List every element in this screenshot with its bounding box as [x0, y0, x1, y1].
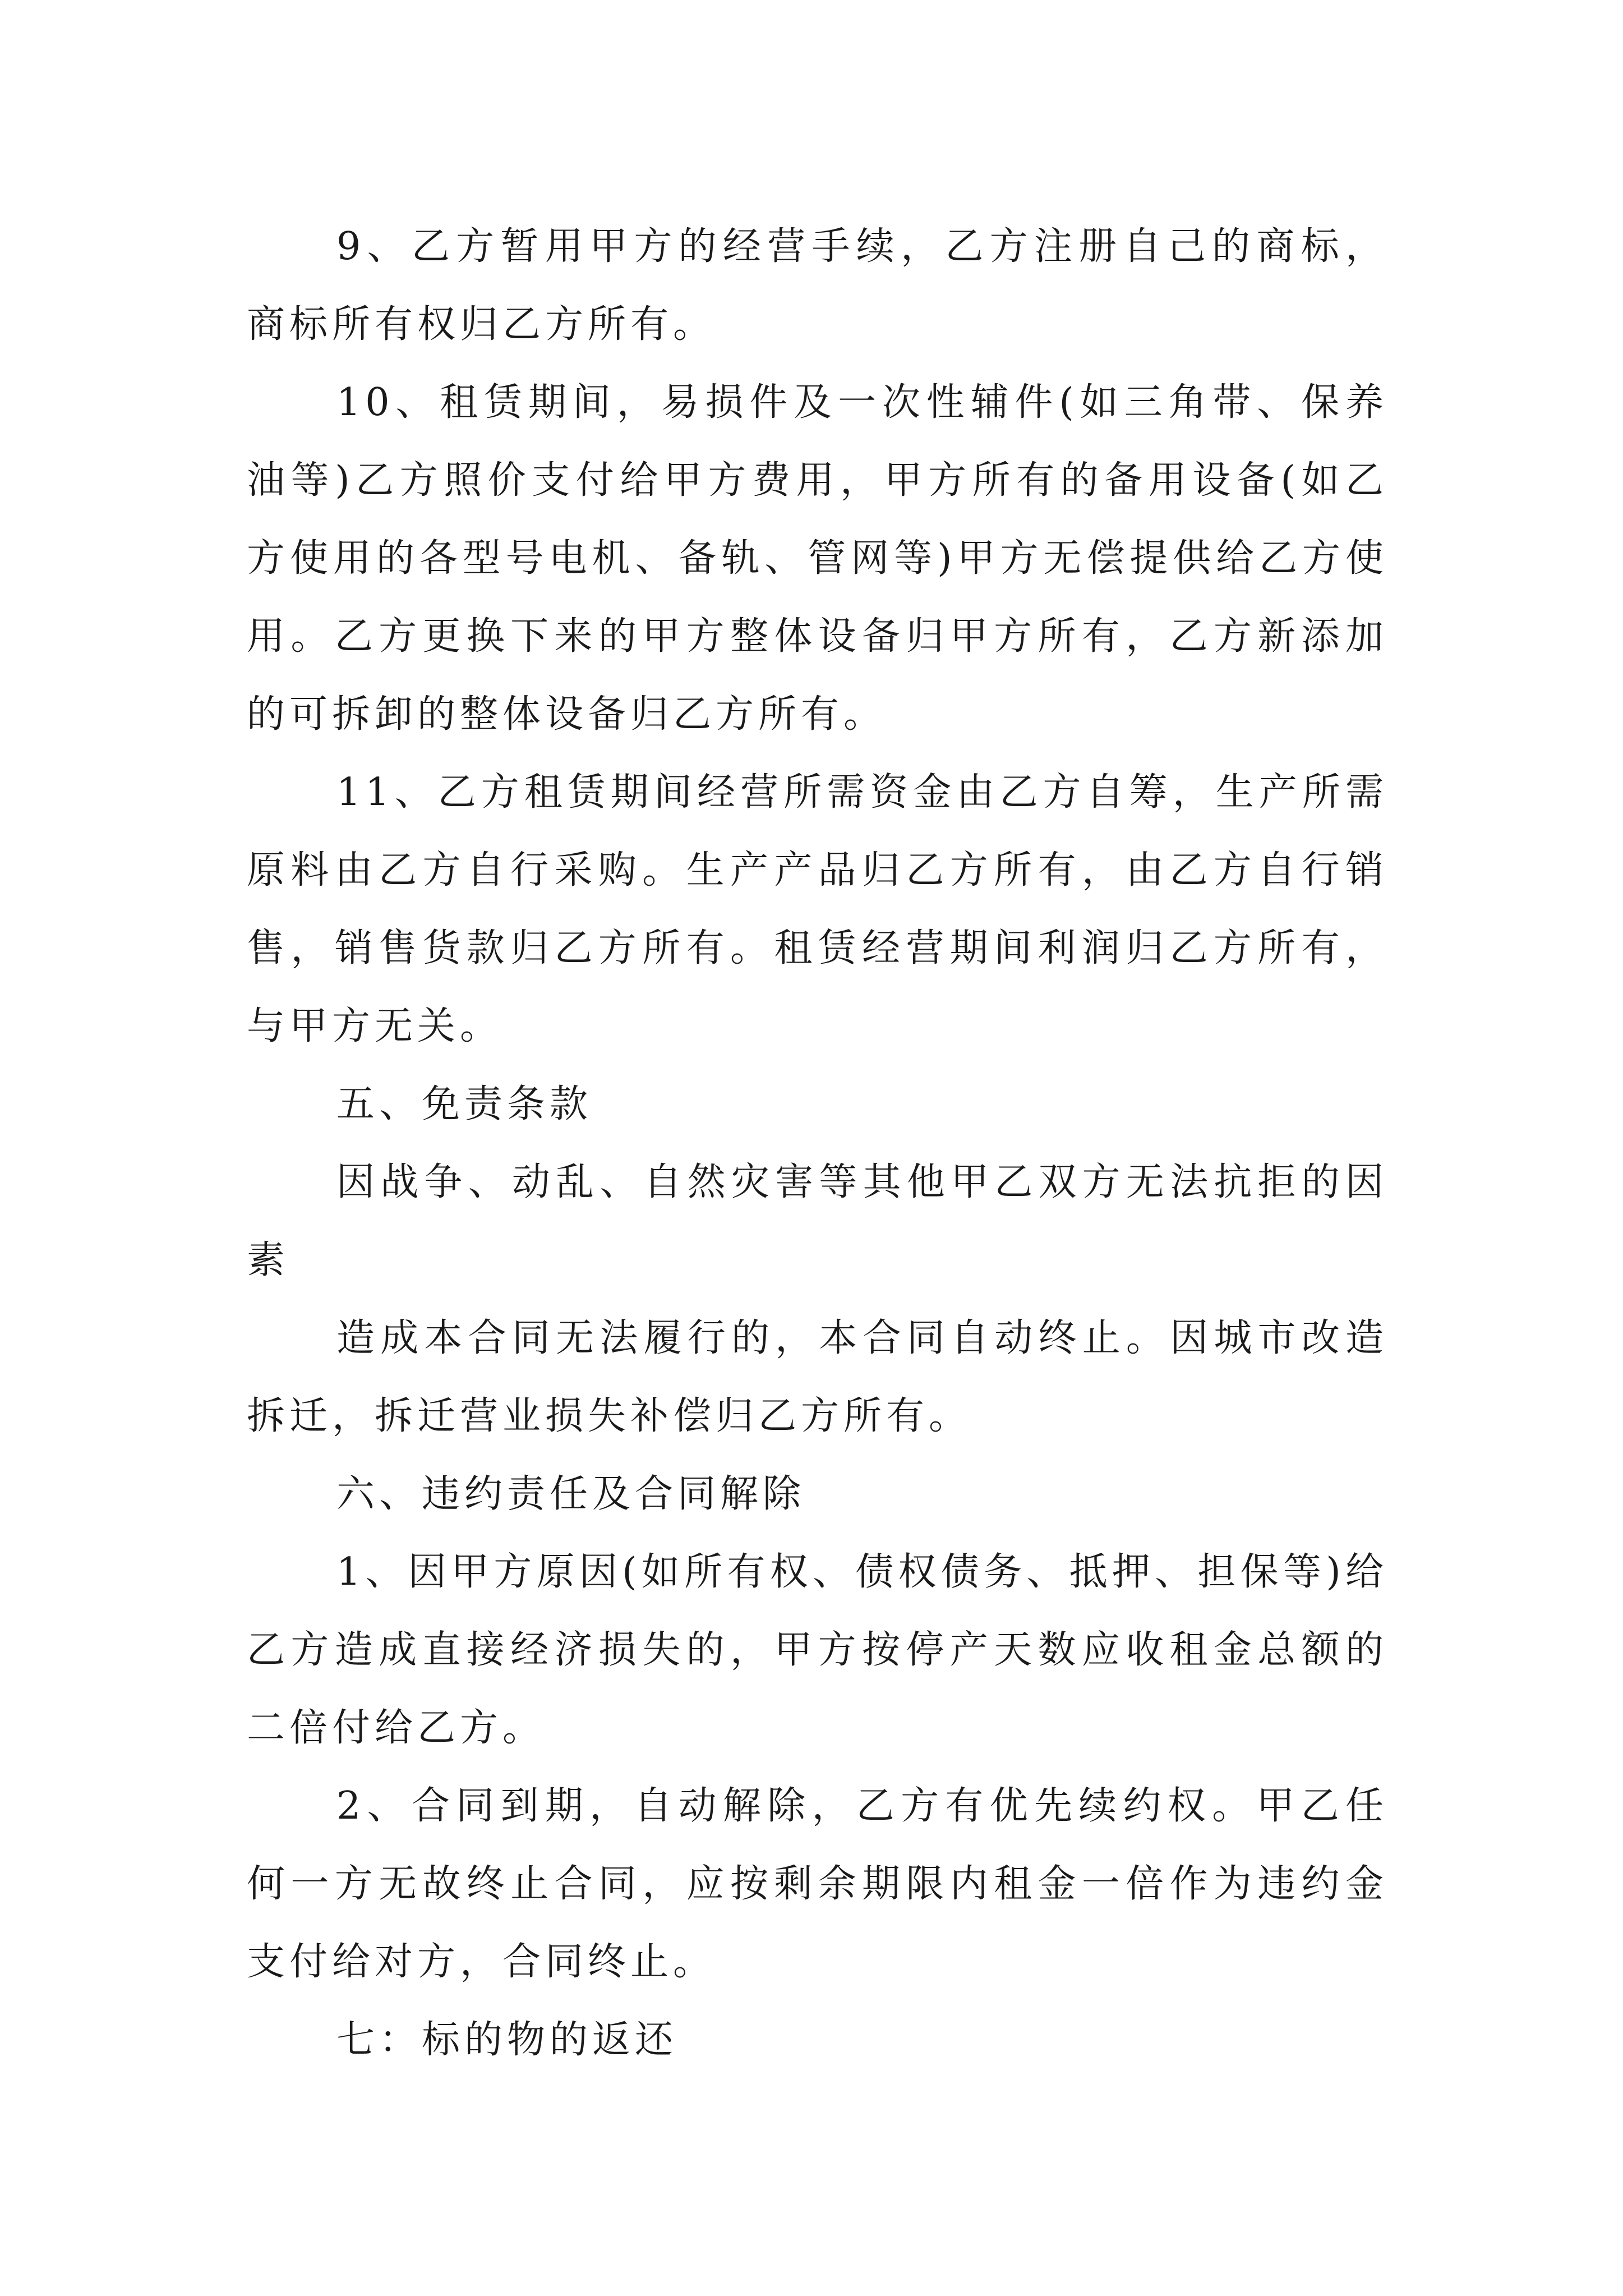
paragraph-breach-1: 1、因甲方原因(如所有权、债权债务、抵押、担保等)给乙方造成直接经济损失的，甲方按停产天数应收租金总额的二倍付给乙方。	[247, 1550, 1388, 1750]
document-body	[247, 208, 1388, 2079]
paragraph-clause-11: 11、乙方租赁期间经营所需资金由乙方自筹，生产所需原料由乙方自行采购。生产产品归乙方所有，由乙方自行销售，销售货款归乙方所有。租赁经营期间利润归乙方所有，与甲方无关。	[247, 770, 1388, 1048]
paragraph-clause-10: 10、租赁期间，易损件及一次性辅件(如三角带、保养油等)乙方照价支付给甲方费用，甲方所有的备用设备(如乙方使用的各型号电机、备轨、管网等)甲方无偿提供给乙方使用。乙方更换下来的甲方整体设备归甲方所有，乙方新添加的可拆卸的整体设备归乙方所有。	[247, 380, 1388, 737]
paragraph-breach-2: 2、合同到期，自动解除，乙方有优先续约权。甲乙任何一方无故终止合同，应按剩余期限内租金一倍作为违约金支付给对方，合同终止。	[247, 1784, 1388, 1984]
section-heading-return: 七：标的物的返还	[336, 2018, 678, 2062]
paragraph-clause-9: 9、乙方暂用甲方的经营手续，乙方注册自己的商标，商标所有权归乙方所有。	[247, 224, 1388, 347]
paragraph-exemption-1: 因战争、动乱、自然灾害等其他甲乙双方无法抗拒的因素	[247, 1160, 1388, 1282]
section-heading-breach: 六、违约责任及合同解除	[336, 1472, 806, 1516]
paragraph-exemption-2: 造成本合同无法履行的，本合同自动终止。因城市改造拆迁，拆迁营业损失补偿归乙方所有。	[247, 1316, 1388, 1438]
section-heading-exemption: 五、免责条款	[336, 1082, 593, 1126]
